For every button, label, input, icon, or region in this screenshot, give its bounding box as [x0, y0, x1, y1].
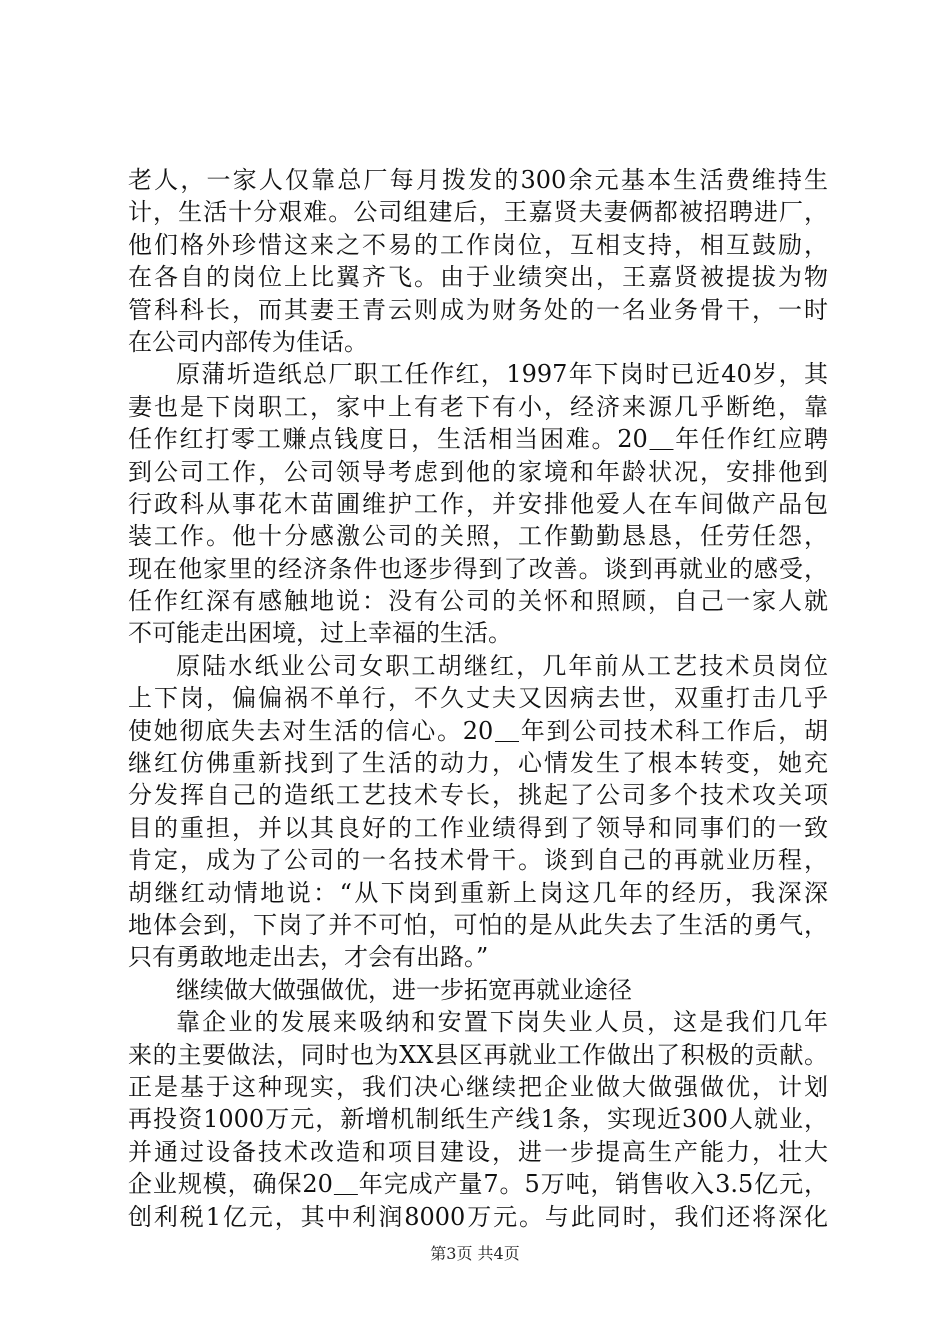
text-line: 任作红深有感触地说：没有公司的关怀和照顾，自己一家人就: [128, 587, 828, 616]
text-line: 胡继红动情地说：“从下岗到重新上岗这几年的经历，我深深: [128, 878, 828, 907]
text-line: 上下岗，偏偏祸不单行，不久丈夫又因病去世，双重打击几乎: [128, 684, 828, 713]
page-footer: 第3页 共4页: [430, 1244, 520, 1263]
text-line: 创利税1亿元，其中利润8000万元。与此同时，我们还将深化: [128, 1202, 828, 1231]
paragraph: [128, 1006, 828, 1233]
text-line: 正是基于这种现实，我们决心继续把企业做大做强做优，计划: [128, 1072, 828, 1101]
text-line: 继续做大做强做优，进一步拓宽再就业途径: [176, 975, 632, 1004]
text-line: 来的主要做法，同时也为XX县区再就业工作做出了积极的贡献。: [128, 1040, 828, 1069]
text-line: 继红仿佛重新找到了生活的动力，心情发生了根本转变，她充: [128, 749, 828, 778]
text-line: 目的重担，并以其良好的工作业绩得到了领导和同事们的一致: [128, 813, 828, 842]
text-line: 在公司内部传为佳话。: [128, 327, 368, 356]
text-line: 在各自的岗位上比翼齐飞。由于业绩突出，王嘉贤被提拔为物: [128, 263, 828, 292]
text-line: 行政科从事花木苗圃维护工作，并安排他爱人在车间做产品包: [128, 489, 828, 518]
text-line: 再投资1000万元，新增机制纸生产线1条，实现近300人就业，: [128, 1105, 828, 1134]
text-line: 计，生活十分艰难。公司组建后，王嘉贤夫妻俩都被招聘进厂，: [128, 198, 828, 227]
paragraph: [128, 974, 828, 1006]
text-line: 只有勇敢地走出去，才会有出路。”: [128, 943, 489, 972]
text-line: 并通过设备技术改造和项目建设，进一步提高生产能力，壮大: [128, 1137, 828, 1166]
text-line: 肯定，成为了公司的一名技术骨干。谈到自己的再就业历程，: [128, 846, 828, 875]
text-line: 靠企业的发展来吸纳和安置下岗失业人员，这是我们几年: [176, 1008, 828, 1037]
paragraph: [128, 358, 828, 650]
text-line: 装工作。他十分感激公司的关照，工作勤勤恳恳，任劳任怨，: [128, 522, 828, 551]
paragraph: [128, 164, 828, 358]
document-body: [128, 164, 828, 1233]
text-line: 现在他家里的经济条件也逐步得到了改善。谈到再就业的感受，: [128, 554, 828, 583]
text-line: 企业规模，确保20＿年完成产量7。5万吨，销售收入3.5亿元，: [128, 1170, 828, 1199]
text-line: 使她彻底失去对生活的信心。20＿年到公司技术科工作后，胡: [128, 716, 828, 745]
text-line: 管科科长，而其妻王青云则成为财务处的一名业务骨干，一时: [128, 295, 828, 324]
text-line: 地体会到，下岗了并不可怕，可怕的是从此失去了生活的勇气，: [128, 910, 828, 939]
text-line: 分发挥自己的造纸工艺技术专长，挑起了公司多个技术攻关项: [128, 781, 828, 810]
paragraph: [128, 650, 828, 974]
text-line: 他们格外珍惜这来之不易的工作岗位，互相支持，相互鼓励，: [128, 230, 828, 259]
text-line: 任作红打零工赚点钱度日，生活相当困难。20＿年任作红应聘: [128, 425, 828, 454]
text-line: 原蒲圻造纸总厂职工任作红，1997年下岗时已近40岁，其: [176, 360, 828, 389]
text-line: 原陆水纸业公司女职工胡继红，几年前从工艺技术员岗位: [176, 651, 828, 680]
text-line: 老人，一家人仅靠总厂每月拨发的300余元基本生活费维持生: [128, 166, 828, 194]
text-line: 不可能走出困境，过上幸福的生活。: [128, 619, 512, 648]
text-line: 到公司工作，公司领导考虑到他的家境和年龄状况，安排他到: [128, 457, 828, 486]
text-line: 妻也是下岗职工，家中上有老下有小，经济来源几乎断绝，靠: [128, 392, 828, 421]
